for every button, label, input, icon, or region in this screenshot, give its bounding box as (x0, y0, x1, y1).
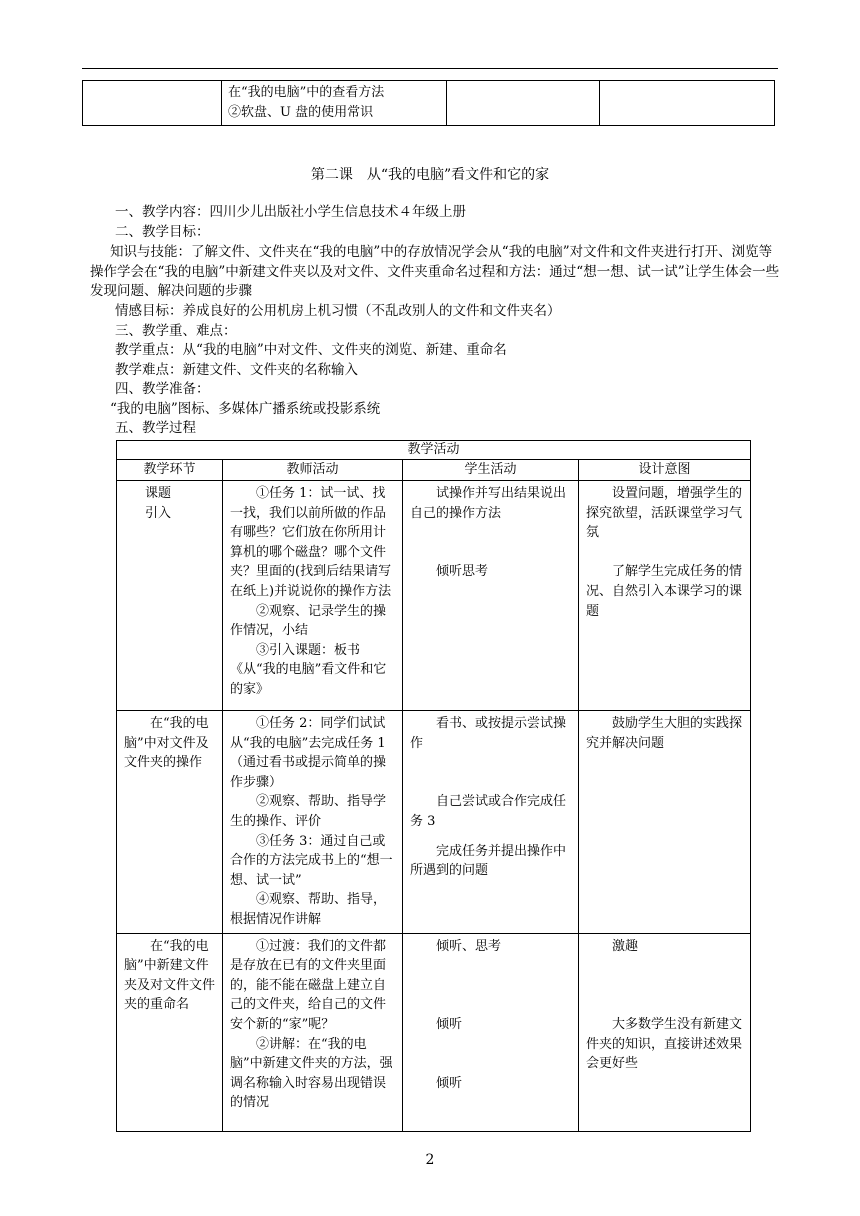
difficult-point: 教学难点：新建文件、文件夹的名称输入 (115, 361, 358, 378)
student-cell (403, 711, 579, 934)
teacher-activity: ①任务 1：试一试、找一找，我们以前所做的作品有哪些？它们放在你所用计算机的哪个磁盘？哪个文件夹？里面的(找到后结果请写在纸上)并说说你的操作方法 (230, 486, 392, 599)
teacher-activity: ③引入课题：板书《从“我的电脑”看文件和它的家》 (230, 642, 387, 697)
emotion-goal: 情感目标：养成良好的公用机房上机习惯（不乱改别人的文件和文件夹名） (115, 303, 561, 319)
activity-table (116, 440, 751, 1132)
stage-cell (117, 711, 223, 934)
stage-cell (117, 481, 223, 711)
knowledge-goal-block (90, 243, 780, 302)
lesson-title: 第二课 从“我的电脑”看文件和它的家 (310, 167, 550, 183)
table-cell (600, 81, 775, 126)
intent-cell (579, 933, 751, 1131)
teacher-cell (223, 481, 403, 711)
prep-heading: 四、教学准备： (115, 381, 210, 397)
teacher-activity: ③任务 3：通过自己或合作的方法完成书上的“想一想、试一试” (230, 833, 393, 888)
intent-cell (579, 481, 751, 711)
table-row (117, 933, 751, 1131)
student-cell (403, 933, 579, 1131)
stage-text: 在“我的电脑”中新建文件夹及对文件文件夹的重命名 (124, 938, 216, 1013)
teacher-activity: ④观察、帮助、指导，根据情况作讲解 (230, 892, 387, 927)
student-activity: 倾听 (436, 1016, 463, 1032)
column-header: 学生活动 (403, 460, 579, 481)
knowledge-goal: 知识与技能：了解文件、文件夹在“我的电脑”中的存放情况学会从“我的电脑”对文件和文件夹进行打开、浏览等操作学会在“我的电脑”中新建文件夹以及对文件、文件夹重命名过程和方法：通过“想一想、试一试”让学生体会一些发现问题、解决问题的步骤 (90, 244, 780, 299)
continued-table (82, 80, 775, 126)
teacher-activity: ②观察、记录学生的操作情况，小结 (230, 603, 387, 639)
table-cell (447, 81, 600, 126)
table-row (117, 481, 751, 711)
design-intent: 鼓励学生大胆的实践探究并解决问题 (586, 716, 743, 751)
design-intent: 设置问题，增强学生的探究欲望，活跃课堂学习气氛 (586, 486, 743, 541)
student-activity: 倾听思考 (436, 564, 489, 580)
student-activity: 完成任务并提出操作中所遇到的问题 (410, 843, 567, 879)
stage-cell (117, 933, 223, 1131)
teacher-activity: ①过渡：我们的文件都是存放在已有的文件夹里面的，能不能在磁盘上建立自己的文件夹，给自己的文件安个新的“家”呢？ (230, 938, 387, 1032)
teacher-activity: ①任务 2：同学们试试从“我的电脑”去完成任务 1（通过看书或提示简单的操作步骤） (230, 716, 387, 790)
column-header: 教师活动 (223, 460, 403, 481)
student-activity: 看书、或按提示尝试操作 (410, 716, 567, 751)
table-cell (222, 81, 447, 126)
intent-cell (579, 711, 751, 934)
student-cell (403, 481, 579, 711)
teacher-cell (223, 933, 403, 1131)
lesson-plan-rest (110, 302, 790, 439)
table-caption: 教学活动 (117, 441, 751, 460)
stage-text: 在“我的电脑”中对文件及文件夹的操作 (124, 716, 209, 771)
student-activity: 倾听 (436, 1075, 463, 1091)
design-intent: 大多数学生没有新建文件夹的知识，直接讲述效果会更好些 (586, 1016, 743, 1072)
goals-heading: 二、教学目标： (115, 223, 210, 240)
table-row (117, 441, 751, 460)
table-cell (83, 81, 222, 126)
header-rule (82, 68, 778, 69)
cell-text: 在“我的电脑”中的查看方法 (228, 85, 385, 100)
stage-text: 课题 (145, 486, 172, 501)
column-header: 教学环节 (117, 460, 223, 481)
keypoints-heading: 三、教学重、难点： (115, 322, 237, 339)
cell-text: ②软盘、U 盘的使用常识 (228, 105, 374, 120)
student-activity: 试操作并写出结果说出自己的操作方法 (410, 486, 567, 521)
teacher-activity: ②讲解：在“我的电脑”中新建文件夹的方法，强调名称输入时容易出现错误的情况 (230, 1036, 393, 1111)
stage-text: 引入 (145, 505, 172, 521)
prep-text: “我的电脑”图标、多媒体广播系统或投影系统 (110, 400, 381, 417)
student-activity: 倾听、思考 (436, 938, 502, 954)
design-intent: 了解学生完成任务的情况、自然引入本课学习的课题 (586, 564, 743, 619)
teaching-content: 一、教学内容：四川少儿出版社小学生信息技术４年级上册 (115, 204, 466, 220)
design-intent: 激趣 (612, 938, 639, 954)
table-row (117, 711, 751, 934)
key-point: 教学重点：从“我的电脑”中对文件、文件夹的浏览、新建、重命名 (115, 342, 507, 358)
teacher-cell (223, 711, 403, 934)
teacher-activity: ②观察、帮助、指导学生的操作、评价 (230, 794, 387, 829)
page-number: 2 (425, 1152, 435, 1168)
student-activity: 自己尝试或合作完成任务 3 (410, 794, 567, 829)
table-row (83, 81, 775, 126)
process-heading: 五、教学过程 (115, 420, 196, 436)
table-header-row (117, 460, 751, 481)
column-header: 设计意图 (579, 460, 751, 481)
lesson-plan (110, 203, 790, 242)
